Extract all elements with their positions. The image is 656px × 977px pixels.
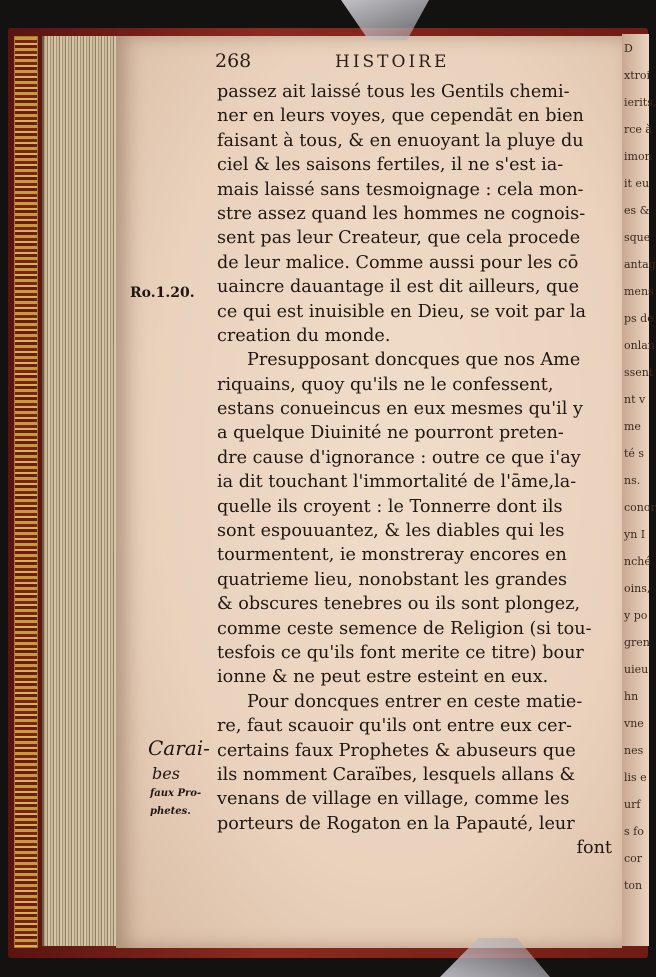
text-line: & obscures tenebres ou ils sont plongez, <box>217 594 581 615</box>
facing-page-fragment: D <box>624 42 633 55</box>
margin-note-caraibes-cont: bes <box>152 764 180 783</box>
facing-page <box>622 34 656 946</box>
text-line: stre assez quand les hommes ne cognois- <box>217 203 586 224</box>
text-line: certains faux Prophetes & abuseurs que <box>217 740 576 761</box>
facing-page-fragment: uieu <box>624 663 649 676</box>
text-line: tesfois ce qu'ils font merite ce titre) bour <box>217 642 584 663</box>
facing-page-fragment: me <box>624 420 641 433</box>
text-line: tourmentent, ie monstreray encores en <box>217 545 567 566</box>
text-line: ils nomment Caraïbes, lesquels allans & <box>217 764 576 785</box>
text-line: de leur malice. Comme aussi pour les cō <box>217 252 579 273</box>
facing-page-fragment: es & <box>624 204 650 217</box>
page-header <box>215 50 615 74</box>
facing-page-fragment: nt v <box>624 393 646 406</box>
body-text <box>217 80 612 861</box>
text-line: faisant à tous, & en enuoyant la pluye du <box>217 130 584 151</box>
facing-page-fragment: lis e <box>624 771 647 784</box>
text-line: sont espouuantez, & les diables qui les <box>217 521 565 542</box>
text-line: ce qui est inuisible en Dieu, se voit par la <box>217 301 586 322</box>
text-line: Presupposant doncques que nos Ame <box>247 350 581 371</box>
facing-page-fragment: onlan <box>624 339 655 352</box>
text-line: porteurs de Rogaton en la Papauté, leur <box>217 813 575 834</box>
facing-page-fragment: oins, <box>624 582 651 595</box>
text-line: venans de village en village, comme les <box>217 789 570 810</box>
text-line: riquains, quoy qu'ils ne le confessent, <box>217 374 554 395</box>
text-line: comme ceste semence de Religion (si tou- <box>217 618 592 639</box>
facing-page-fragment: mens <box>624 285 654 298</box>
text-line: creation du monde. <box>217 325 391 346</box>
facing-page-fragment: vne <box>624 717 644 730</box>
text-line: ciel & les saisons fertiles, il ne s'est ia- <box>217 155 564 176</box>
facing-page-fragment: ps de <box>624 312 654 325</box>
margin-note-caraibes: Carai- <box>148 736 210 760</box>
running-title: HISTOIRE <box>335 52 450 72</box>
text-line: mais laissé sans tesmoignage : cela mon- <box>217 179 584 200</box>
facing-page-fragment: té s <box>624 447 645 460</box>
text-line: Pour doncques entrer en ceste matie- <box>247 691 583 712</box>
text-line: uaincre dauantage il est dit ailleurs, que <box>217 277 580 298</box>
facing-page-fragment: s fo <box>624 825 644 838</box>
facing-page-fragment: nes <box>624 744 644 757</box>
text-line: quelle ils croyent : le Tonnerre dont ils <box>217 496 563 517</box>
text-line: sent pas leur Createur, que cela procede <box>217 228 581 249</box>
facing-page-fragment: nché <box>624 555 651 568</box>
facing-page-fragment: ton <box>624 879 643 892</box>
margin-note-faux-prophetes: faux Pro- <box>150 788 202 799</box>
facing-page-fragment: ns. <box>624 474 641 487</box>
facing-page-fragment: yn I <box>624 528 646 541</box>
text-line: re, faut scauoir qu'ils ont entre eux cer- <box>217 716 572 737</box>
facing-page-fragment: imon <box>624 150 652 163</box>
text-line: ia dit touchant l'immortalité de l'āme,la- <box>217 472 577 493</box>
facing-page-fragment: gren <box>624 636 650 649</box>
facing-page-fragment: y po <box>624 609 648 622</box>
facing-page-fragment: rce à <box>624 123 652 136</box>
text-line: estans conueincus en eux mesmes qu'il y <box>217 399 583 420</box>
margin-reference: Ro.1.20. <box>130 285 195 301</box>
facing-page-fragment: urf <box>624 798 641 811</box>
facing-page-fragment: it eu <box>624 177 650 190</box>
facing-page-fragment: cor <box>624 852 643 865</box>
text-line: ionne & ne peut estre esteint en eux. <box>217 667 549 688</box>
facing-page-fragment: hn <box>624 690 639 703</box>
facing-page-fragment: ssent <box>624 366 654 379</box>
text-line: quatrieme lieu, nonobstant les grandes <box>217 569 568 590</box>
gilded-edge <box>14 36 38 948</box>
text-line: ner en leurs voyes, que cependāt en bien <box>217 106 584 127</box>
facing-page-fragment: sque <box>624 231 651 244</box>
text-line: passez ait laissé tous les Gentils chemi- <box>217 82 570 102</box>
text-line: dre cause d'ignorance : outre ce que i'ay <box>217 447 581 468</box>
facing-page-fragment: antag <box>624 258 656 271</box>
catchword: font <box>576 838 612 859</box>
margin-note-faux-prophetes-cont: phetes. <box>150 806 191 817</box>
text-line: a quelque Diuinité ne pourront preten- <box>217 423 564 444</box>
page-number: 268 <box>215 50 252 72</box>
facing-page-fragment: xtroi <box>624 69 651 82</box>
facing-page-fragment: conor <box>624 501 656 514</box>
facing-page-fragment: ierits, <box>624 96 656 109</box>
